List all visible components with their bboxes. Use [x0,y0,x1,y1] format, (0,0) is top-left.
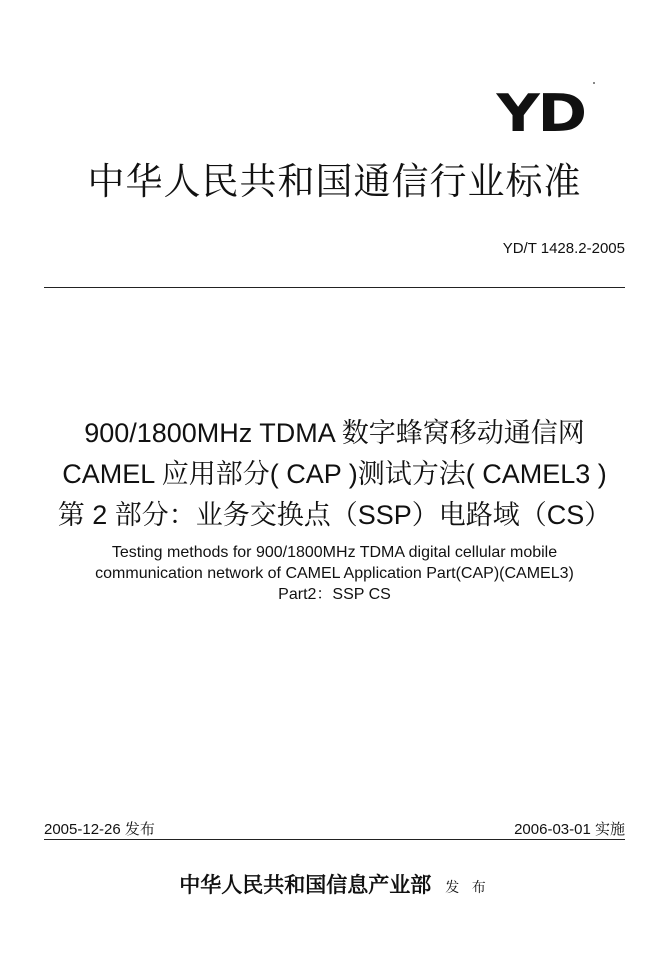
standard-number: YD/T 1428.2-2005 [502,240,625,257]
chinese-title-line-1: 900/1800MHz TDMA 数字蜂窝移动通信网 [84,418,585,448]
yd-logo: YD [496,84,585,144]
issuer-line [0,869,669,899]
chinese-title-line-3: 第 2 部分：业务交换点（SSP）电路域（CS） [57,500,612,530]
issue-date: 2005-12-26 发布 [44,821,155,838]
english-title-line-1: Testing methods for 900/1800MHz TDMA digital cellular mobile [111,544,558,561]
top-divider [44,287,625,288]
scan-speck [593,82,595,84]
issuer-name: 中华人民共和国信息产业部 [179,872,432,897]
english-title [30,542,639,605]
bottom-divider [44,839,625,840]
english-title-line-2: communication network of CAMEL Application Part(CAP)(CAMEL3) [95,565,574,582]
chinese-title-line-2: CAMEL 应用部分( CAP )测试方法( CAMEL3 ) [62,459,607,489]
standard-category-title: 中华人民共和国通信行业标准 [87,160,582,203]
english-title-line-3: Part2：SSP CS [278,586,391,603]
chinese-title [30,413,639,536]
implementation-date: 2006-03-01 实施 [514,821,625,838]
issuer-action: 发 布 [445,880,490,896]
